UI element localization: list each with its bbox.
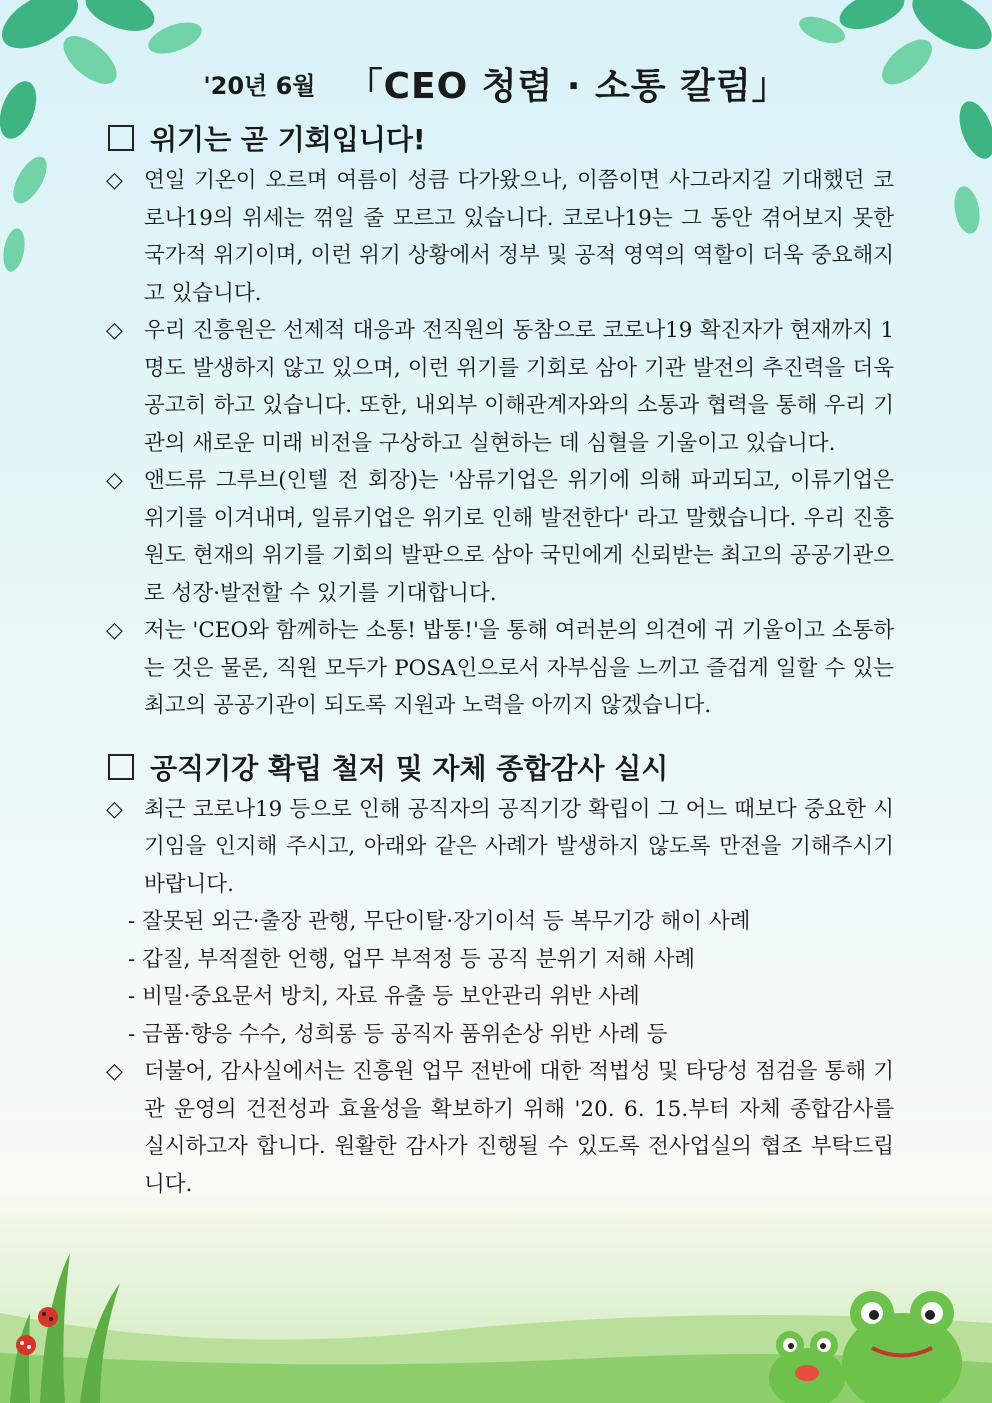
case-list-item: - 금품·향응 수수, 성희롱 등 공직자 품위손상 위반 사례 등 <box>128 1021 668 1047</box>
paragraph-item <box>104 791 894 904</box>
column-title: 「CEO 청렴 · 소통 칼럼」 <box>346 66 789 107</box>
diamond-bullet-icon: ◇ <box>106 796 123 822</box>
paragraph-item <box>104 1053 894 1203</box>
paragraph-text: 우리 진흥원은 선제적 대응과 전직원의 동참으로 코로나19 확진자가 현재까지 1명도 발생하지 않고 있으며, 이런 위기를 기회로 삼아 기관 발전의 추진력을 더욱 공고히 하고 있습니다. 또한, 내외부 이해관계자와의 소통과 협력을 통해 우리 기관의 새로운 미래 비전을 구상하고 실현하는 데 심혈을 기울이고 있습니다. <box>144 318 894 456</box>
issue-date: '20년 6월 <box>203 72 316 100</box>
paragraph-text: 더불어, 감사실에서는 진흥원 업무 전반에 대한 적법성 및 타당성 점검을 통해 기관 운영의 건전성과 효율성을 확보하기 위해 '20. 6. 15.부터 자체 종합감사를 실시하고자 합니다. 원활한 감사가 진행될 수 있도록 전사업실의 협조 부탁드립니다. <box>144 1059 894 1197</box>
checkbox-square-icon <box>108 754 134 780</box>
paragraph-text: 저는 'CEO와 함께하는 소통! 밥통!'을 통해 여러분의 의견에 귀 기울이고 소통하는 것은 물론, 직원 모두가 POSA인으로서 자부심을 느끼고 즐겁게 일할 수 있는 최고의 공공기관이 되도록 지원과 노력을 아끼지 않겠습니다. <box>144 618 894 718</box>
diamond-bullet-icon: ◇ <box>106 168 123 193</box>
paragraph-text: 최근 코로나19 등으로 인해 공직자의 공직기강 확립이 그 어느 때보다 중요한 시기임을 인지해 주시고, 아래와 같은 사례가 발생하지 않도록 만전을 기해주시기 바랍니다. <box>144 796 894 897</box>
ladybug-icon <box>36 1305 60 1329</box>
column-body <box>104 118 894 1203</box>
paragraph-item <box>104 312 894 462</box>
diamond-bullet-icon: ◇ <box>106 618 123 643</box>
diamond-bullet-icon: ◇ <box>106 468 123 493</box>
section-title: 위기는 곧 기회입니다! <box>150 123 426 156</box>
case-list-item: - 비밀·중요문서 방치, 자료 유출 등 보안관리 위반 사례 <box>128 984 640 1009</box>
frog-small-icon <box>762 1323 852 1403</box>
diamond-bullet-icon: ◇ <box>106 1059 123 1084</box>
column-header <box>0 58 992 109</box>
paragraph-item <box>104 612 894 725</box>
paragraph-item <box>104 462 894 612</box>
section-crisis-opportunity <box>104 118 894 725</box>
diamond-bullet-icon: ◇ <box>106 318 123 343</box>
section-discipline-audit <box>104 747 894 1204</box>
section-title: 공직기강 확립 철저 및 자체 종합감사 실시 <box>150 751 669 785</box>
paragraph-text: 연일 기온이 오르며 여름이 성큼 다가왔으나, 이쯤이면 사그라지길 기대했던 코로나19의 위세는 꺾일 줄 모르고 있습니다. 코로나19는 그 동안 겪어보지 못한 국가적 위기이며, 이런 위기 상황에서 정부 및 공적 영역의 역할이 더욱 중요해지고 있습니다. <box>144 168 894 306</box>
grass-bottom-decoration <box>0 1243 992 1403</box>
paragraph-text: 앤드류 그루브(인텔 전 회장)는 '삼류기업은 위기에 의해 파괴되고, 이류기업은 위기를 이겨내며, 일류기업은 위기로 인해 발전한다' 라고 말했습니다. 우리 진흥원도 현재의 위기를 기회의 발판으로 삼아 국민에게 신뢰받는 최고의 공공기관으로 성장·발전할 수 있기를 기대합니다. <box>144 468 894 606</box>
frog-large-icon <box>832 1283 972 1403</box>
case-list-item: - 잘못된 외근·출장 관행, 무단이탈·장기이석 등 복무기강 해이 사례 <box>128 909 751 934</box>
ladybug-icon <box>14 1333 38 1357</box>
paragraph-item <box>104 162 894 312</box>
case-list-item: - 갑질, 부적절한 언행, 업무 부적정 등 공직 분위기 저해 사례 <box>128 946 695 972</box>
checkbox-square-icon <box>108 125 134 151</box>
